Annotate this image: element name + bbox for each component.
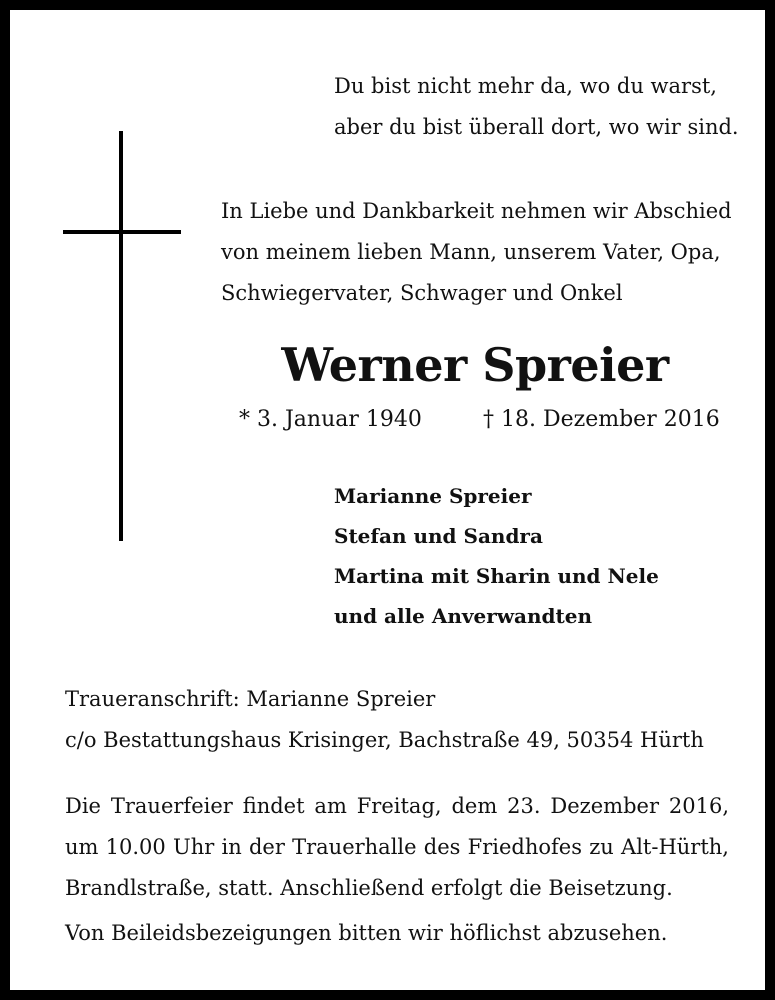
address-line: Traueranschrift: Marianne Spreier — [65, 687, 436, 711]
mourner: Marianne Spreier — [334, 484, 532, 508]
mourner: Stefan und Sandra — [334, 524, 543, 548]
deceased-name: Werner Spreier — [281, 338, 669, 392]
ceremony-info — [65, 786, 729, 909]
quote — [334, 66, 739, 148]
mourner: und alle Anverwandten — [334, 604, 593, 628]
cross-icon-bar — [63, 230, 181, 234]
cross-icon — [119, 131, 123, 541]
intro-line: Schwiegervater, Schwager und Onkel — [221, 281, 623, 305]
ceremony-text: Die Trauerfeier findet am Freitag, dem 23. Dezember 2016, um 10.00 Uhr in der Trauerhalle des Friedhofes zu Alt-Hürth, Brandlstraße, statt. Anschließend erfolgt die Beisetzung. — [65, 794, 729, 900]
intro-line: In Liebe und Dankbarkeit nehmen wir Abschied — [221, 199, 732, 223]
mourning-address — [65, 679, 704, 761]
birth-date: * 3. Januar 1940 — [239, 407, 422, 432]
quote-line: Du bist nicht mehr da, wo du warst, — [334, 74, 717, 98]
death-date: † 18. Dezember 2016 — [483, 407, 720, 432]
intro-text — [221, 191, 732, 314]
intro-line: von meinem lieben Mann, unserem Vater, Opa, — [221, 240, 721, 264]
mourners-list — [334, 476, 659, 636]
mourner: Martina mit Sharin und Nele — [334, 564, 659, 588]
address-line: c/o Bestattungshaus Krisinger, Bachstraße 49, 50354 Hürth — [65, 728, 704, 752]
closing-note: Von Beileidsbezeigungen bitten wir höflichst abzusehen. — [65, 921, 668, 945]
quote-line: aber du bist überall dort, wo wir sind. — [334, 115, 739, 139]
